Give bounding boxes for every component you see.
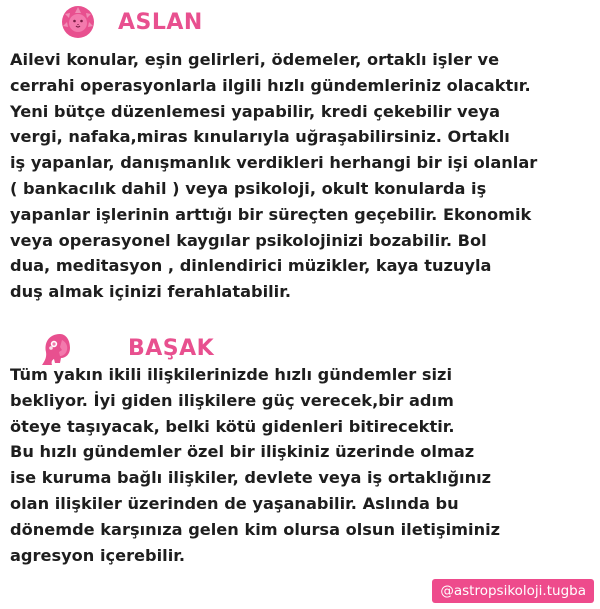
text-line: öteye taşıyacak, belki kötü gidenleri bitirecektir. xyxy=(10,416,455,436)
text-line: dua, meditasyon , dinlendirici müzikler, kaya tuzuyla xyxy=(10,256,492,276)
text-line: Yeni bütçe düzenlemesi yapabilir, kredi çekebilir veya xyxy=(10,101,501,121)
text-line: veya operasyonel kaygılar psikolojinizi bozabilir. Bol xyxy=(10,230,487,250)
text-line: Tüm yakın ikili ilişkilerinizde hızlı gündemler sizi xyxy=(10,365,453,384)
text-line: dönemde karşınıza gelen kim olursa olsun iletişiminiz xyxy=(10,519,501,539)
text-line: vergi, nafaka,miras kınularıyla uğraşabilirsiniz. Ortaklı xyxy=(10,127,510,147)
basak-text xyxy=(10,362,595,568)
text-line: ise kuruma bağlı ilişkiler, devlete veya iş ortaklığınız xyxy=(10,468,492,488)
sign-title-basak: BAŞAK xyxy=(128,335,215,361)
text-line: agresyon içerebilir. xyxy=(10,545,186,565)
text-line: Bu hızlı gündemler özel bir ilişkiniz üzerinde olmaz xyxy=(10,442,475,462)
watermark-handle: @astropsikoloji.tugba xyxy=(432,579,594,603)
text-line: olan ilişkiler üzerinden de yaşanabilir. Aslında bu xyxy=(10,493,459,513)
text-line: yapanlar işlerinin arttığı bir süreçten geçebilir. Ekonomik xyxy=(10,204,532,224)
text-line: duş almak içinizi ferahlatabilir. xyxy=(10,282,292,302)
text-line: bekliyor. İyi giden ilişkilere güç verecek,bir adım xyxy=(10,390,454,410)
aslan-header xyxy=(60,4,203,40)
basak-header xyxy=(38,330,214,366)
text-line: iş yapanlar, danışmanlık verdikleri herhangi bir işi olanlar xyxy=(10,153,538,173)
aslan-text xyxy=(10,47,595,305)
text-line: Ailevi konular, eşin gelirleri, ödemeler, ortaklı işler ve xyxy=(10,50,500,69)
text-line: cerrahi operasyonlarla ilgili hızlı gündemleriniz olacaktır. xyxy=(10,75,531,95)
sign-title-aslan: ASLAN xyxy=(118,9,203,35)
lion-head-icon xyxy=(60,4,96,44)
text-line: ( bankacılık dahil ) veya psikoloji, okult konularda iş xyxy=(10,178,487,198)
